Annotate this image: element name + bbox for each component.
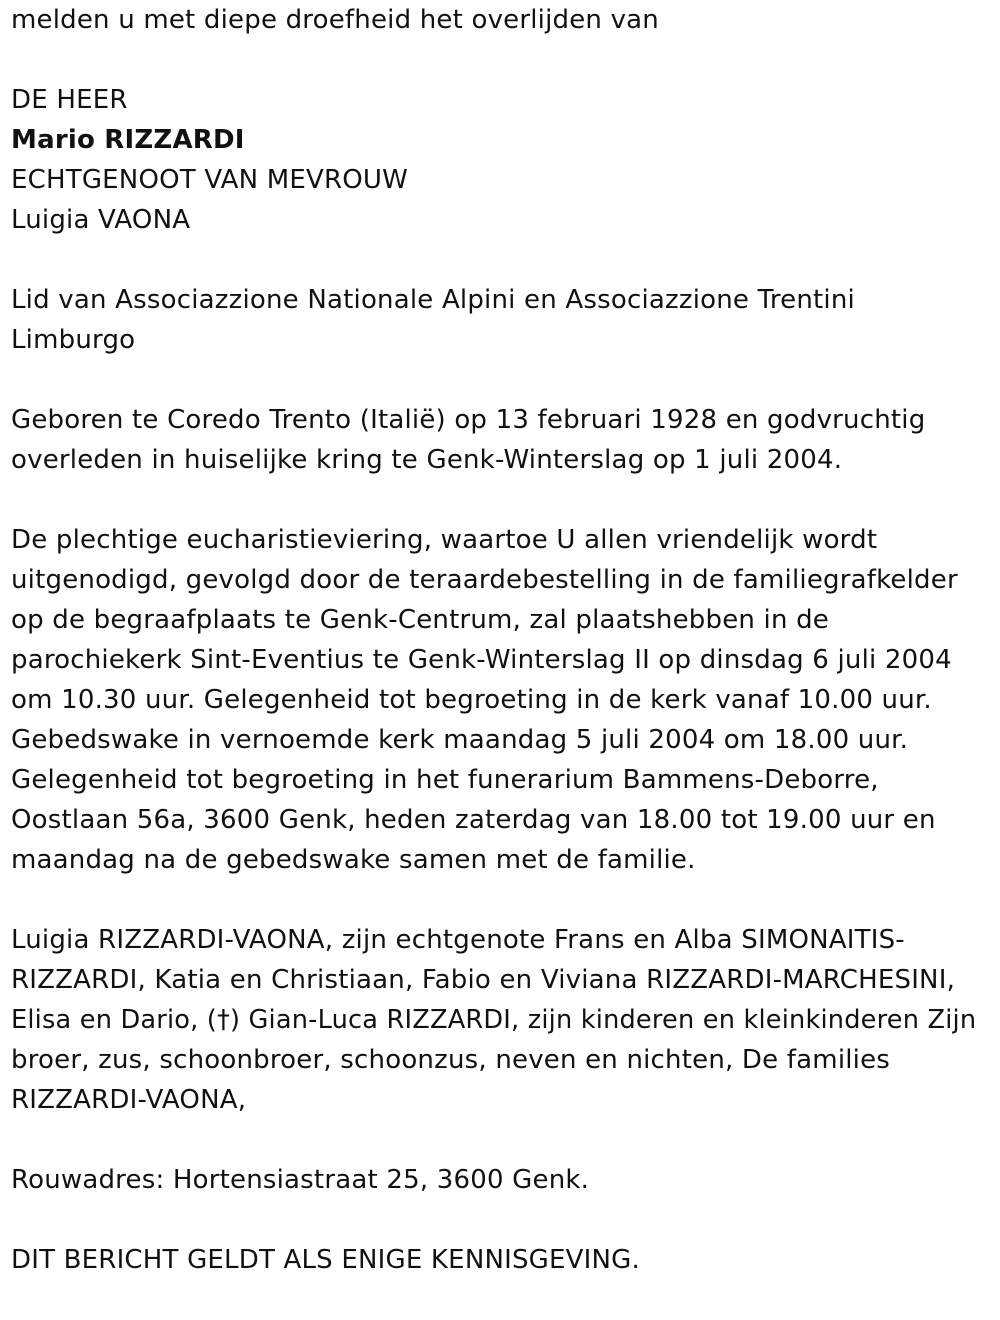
spouse-label: ECHTGENOOT VAN MEVROUW [11, 165, 409, 195]
blank-line [11, 880, 986, 920]
title-line: DE HEER [11, 85, 128, 115]
text-line: broer, zus, schoonbroer, schoonzus, neven en nichten, De families [11, 1045, 891, 1075]
text-line: op de begraafplaats te Genk-Centrum, zal plaatshebben in de [11, 605, 830, 635]
text-line: De plechtige eucharistieviering, waartoe U allen vriendelijk wordt [11, 525, 878, 555]
blank-line [11, 40, 986, 80]
deceased-name: Mario RIZZARDI [11, 125, 245, 155]
family-paragraph [11, 920, 986, 1120]
text-line: Limburgo [11, 325, 136, 355]
text-line: RIZZARDI-VAONA, [11, 1085, 247, 1115]
text-line: Elisa en Dario, (†) Gian-Luca RIZZARDI, zijn kinderen en kleinkinderen Zijn [11, 1005, 977, 1035]
text-line: overleden in huiselijke kring te Genk-Winterslag op 1 juli 2004. [11, 445, 843, 475]
text-line: parochiekerk Sint-Eventius te Genk-Winterslag II op dinsdag 6 juli 2004 [11, 645, 952, 675]
blank-line [11, 480, 986, 520]
blank-line [11, 360, 986, 400]
text-line: uitgenodigd, gevolgd door de teraardebestelling in de familiegrafkelder [11, 565, 958, 595]
text-line: Lid van Associazzione Nationale Alpini en Associazzione Trentini [11, 285, 855, 315]
blank-line [11, 1200, 986, 1240]
text-line: Luigia RIZZARDI-VAONA, zijn echtgenote Frans en Alba SIMONAITIS- [11, 925, 905, 955]
closing-notice: DIT BERICHT GELDT ALS ENIGE KENNISGEVING. [11, 1245, 640, 1275]
text-line: Gebedswake in vernoemde kerk maandag 5 juli 2004 om 18.00 uur. [11, 725, 909, 755]
text-line: Oostlaan 56a, 3600 Genk, heden zaterdag van 18.00 tot 19.00 uur en [11, 805, 936, 835]
blank-line [11, 240, 986, 280]
membership-paragraph [11, 280, 986, 360]
text-line: RIZZARDI, Katia en Christiaan, Fabio en Viviana RIZZARDI-MARCHESINI, [11, 965, 956, 995]
mourning-address: Rouwadres: Hortensiastraat 25, 3600 Genk. [11, 1165, 590, 1195]
ceremony-paragraph [11, 520, 986, 880]
obituary-document [11, 0, 986, 1280]
text-line: Gelegenheid tot begroeting in het funerarium Bammens-Deborre, [11, 765, 879, 795]
intro-line: melden u met diepe droefheid het overlijden van [11, 5, 659, 35]
spouse-name: Luigia VAONA [11, 205, 191, 235]
blank-line [11, 1120, 986, 1160]
text-line: om 10.30 uur. Gelegenheid tot begroeting in de kerk vanaf 10.00 uur. [11, 685, 932, 715]
birth-death-paragraph [11, 400, 986, 480]
text-line: maandag na de gebedswake samen met de familie. [11, 845, 696, 875]
text-line: Geboren te Coredo Trento (Italië) op 13 februari 1928 en godvruchtig [11, 405, 926, 435]
